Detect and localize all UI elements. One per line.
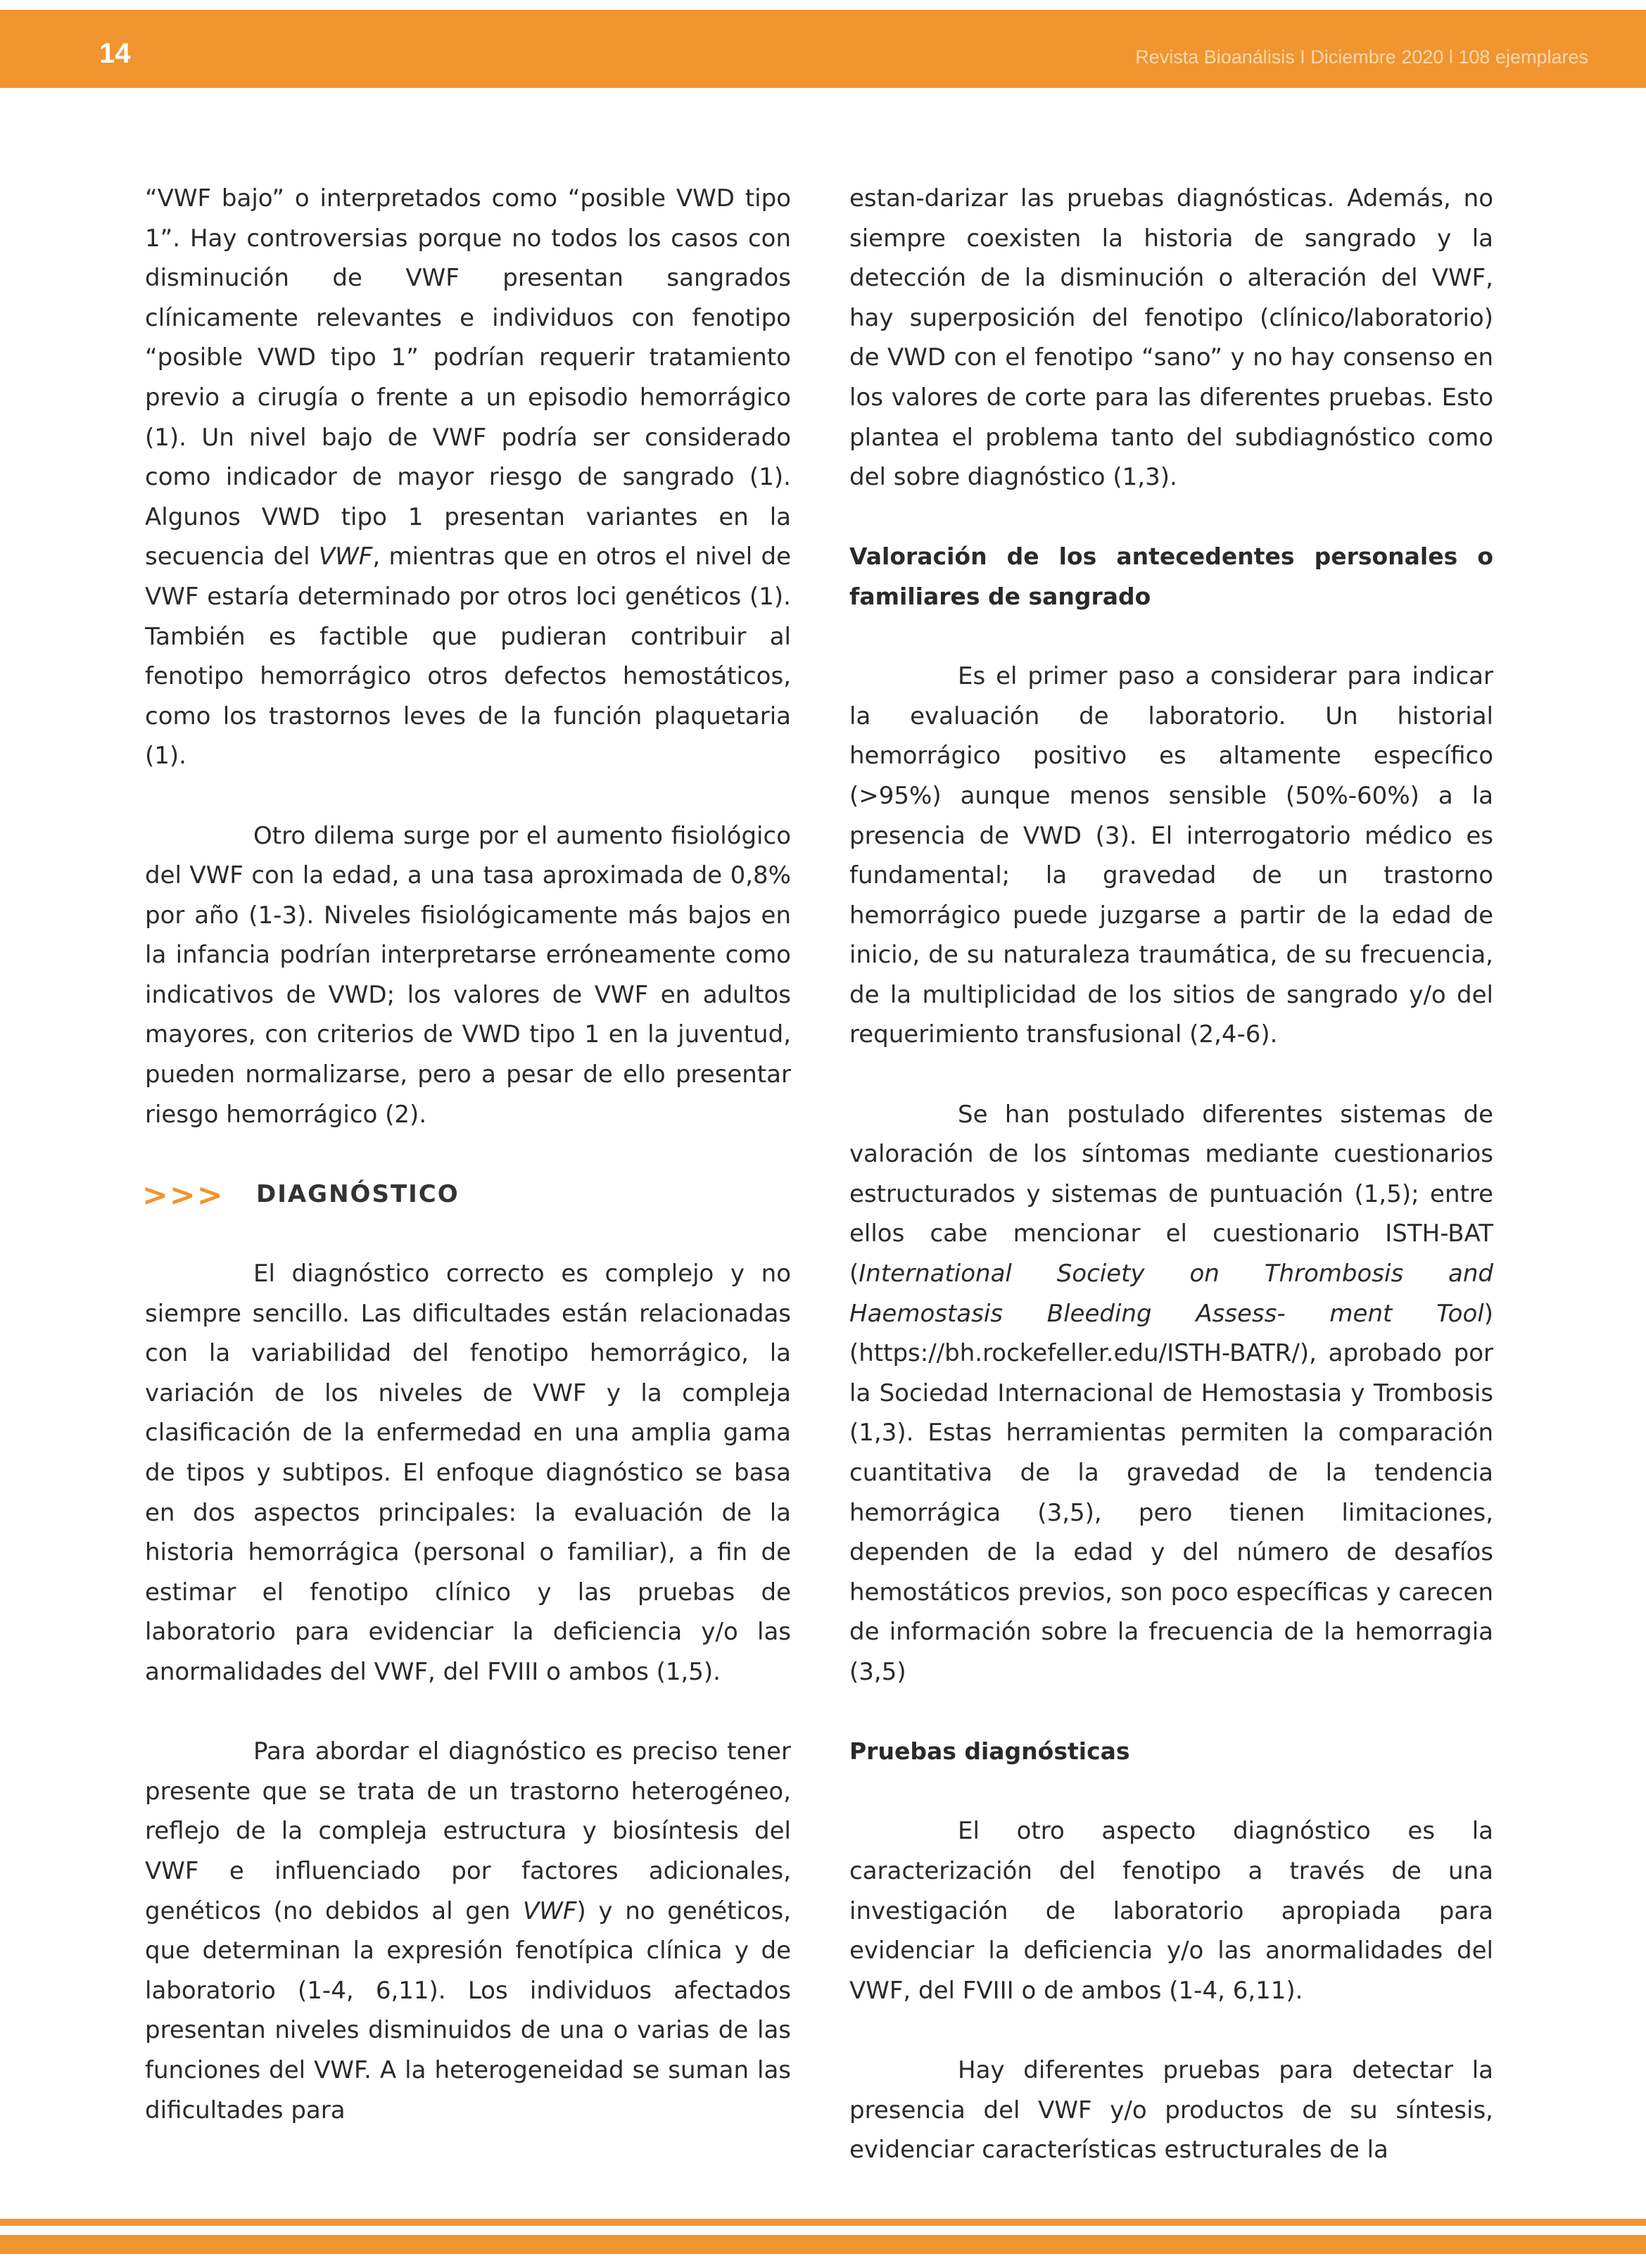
subheading: Pruebas diagnósticas xyxy=(849,1737,1130,1766)
paragraph: El otro aspecto diagnóstico es la caracterización del fenotipo a través de una investigación de laboratorio apropiada para evidenciar la deficiencia y/o las anormalidades del VWF, del FVIII o de ambos (1-4, 6,11). xyxy=(849,1817,1493,2005)
running-head: Revista Bioanálisis I Diciembre 2020 l 108 ejemplares xyxy=(1135,46,1588,68)
paragraph: Hay diferentes pruebas para detectar la presencia del VWF y/o productos de su síntesis, evidenciar características estructurales de la xyxy=(849,2055,1493,2165)
paragraph: Se han postulado diferentes sistemas de valoración de los síntomas mediante cuestionarios estructurados y sistemas de puntuación (1,5); entre ellos cabe mencionar el cuestionario ISTH-BAT (International Society on Thrombosis and Haemostasis Bleeding Assess- ment Tool) (https://bh.rockefeller.edu/ISTH-BATR/), aprobado por la Sociedad Internacional de Hemostasia y Trombosis (1,3). Estas herramientas permiten la comparación cuantitativa de la gravedad de la tendencia hemorrágica (3,5), pero tienen limitaciones, dependen de la edad y del número de desafíos hemostáticos previos, son poco específicas y carecen de información sobre la frecuencia de la hemorragia (3,5) xyxy=(849,1100,1493,1686)
paragraph: Para abordar el diagnóstico es preciso tener presente que se trata de un trastorno heterogéneo, reflejo de la compleja estructura y biosíntesis del VWF e influenciado por factores adicionales, genéticos (no debidos al gen VWF) y no genéticos, que determinan la expresión fenotípica clínica y de laboratorio (1-4, 6,11). Los individuos afectados presentan niveles disminuidos de una o varias de las funciones del VWF. A la heterogeneidad se suman las dificultades para xyxy=(145,1737,792,2124)
footer-rule-bottom xyxy=(0,2235,1646,2254)
paragraph: Es el primer paso a considerar para indicar la evaluación de laboratorio. Un historial hemorrágico positivo es altamente específico (>95%) aunque menos sensible (50%-60%) a la presencia de VWD (3). El interrogatorio médico es fundamental; la gravedad de un trastorno hemorrágico puede juzgarse a partir de la edad de inicio, de su naturaleza traumática, de su frecuencia, de la multiplicidad de los sitios de sangrado y/o del requerimiento transfusional (2,4-6). xyxy=(849,662,1493,1049)
section-title: DIAGNÓSTICO xyxy=(256,1179,460,1208)
paragraph: estan-darizar las pruebas diagnósticas. Además, no siempre coexisten la historia de sangrado y la detección de la disminución o alteración del VWF, hay superposición del fenotipo (clínico/laboratorio) de VWD con el fenotipo “sano” y no hay consenso en los valores de corte para las diferentes pruebas. Esto plantea el problema tanto del subdiagnóstico como del sobre diagnóstico (1,3). xyxy=(849,184,1493,492)
paragraph: El diagnóstico correcto es complejo y no siempre sencillo. Las dificultades están relacionadas con la variabilidad del fenotipo hemorrágico, la variación de los niveles de VWF y la compleja clasificación de la enfermedad en una amplia gama de tipos y subtipos. El enfoque diagnóstico se basa en dos aspectos principales: la evaluación de la historia hemorrágica (personal o familiar), a fin de estimar el fenotipo clínico y las pruebas de laboratorio para evidenciar la deficiencia y/o las anormalidades del VWF, del FVIII o ambos (1,5). xyxy=(145,1260,791,1686)
left-column xyxy=(142,179,792,2130)
paragraph: Otro dilema surge por el aumento fisiológico del VWF con la edad, a una tasa aproximada de 0,8% por año (1-3). Niveles fisiológicamente más bajos en la infancia podrían interpretarse erróneamente como indicativos de VWD; los valores de VWF en adultos mayores, con criterios de VWD tipo 1 en la juventud, pueden normalizarse, pero a pesar de ello presentar riesgo hemorrágico (2). xyxy=(145,821,791,1129)
paragraph: “VWF bajo” o interpretados como “posible VWD tipo 1”. Hay controversias porque no todos los casos con disminución de VWF presentan sangrados clínicamente relevantes e individuos con fenotipo “posible VWD tipo 1” podrían requerir tratamiento previo a cirugía o frente a un episodio hemorrágico (1). Un nivel bajo de VWF podría ser considerado como indicador de mayor riesgo de sangrado (1). Algunos VWD tipo 1 presentan variantes en la secuencia del VWF, mientras que en otros el nivel de VWF estaría determinado por otros loci genéticos (1). También es factible que pudieran contribuir al fenotipo hemorrágico otros defectos hemostáticos, como los trastornos leves de la función plaquetaria (1). xyxy=(145,184,791,771)
section-heading xyxy=(142,1174,791,1215)
subheading: Valoración de los antecedentes personales o familiares de sangrado xyxy=(849,543,1493,610)
section-arrows-icon: >>> xyxy=(142,1177,224,1213)
page-header-bar xyxy=(0,10,1646,88)
footer-rule-top xyxy=(0,2219,1646,2226)
page-number: 14 xyxy=(99,38,131,69)
right-column xyxy=(849,179,1493,2170)
